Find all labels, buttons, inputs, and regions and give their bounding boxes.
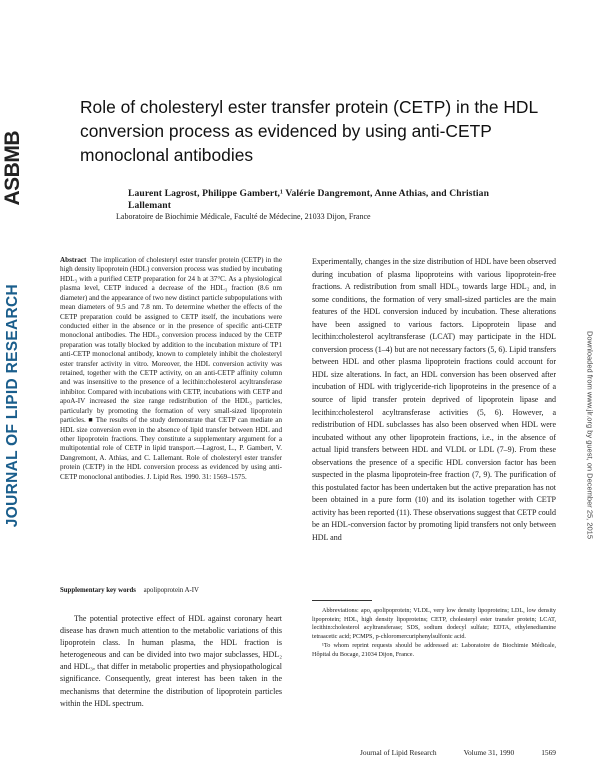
abstract-label: Abstract [60, 256, 87, 264]
article-title: Role of cholesteryl ester transfer protein (CETP) in the HDL conversion process as evidenced by using anti-CETP monoclonal antibodies [80, 97, 538, 165]
download-notice [582, 270, 598, 600]
footnote-divider [312, 600, 372, 601]
download-notice-text: Downloaded from www.jlr.org by guest, on December 25, 2015 [585, 330, 595, 540]
abstract-block [60, 256, 282, 482]
introduction-paragraph: The potential protective effect of HDL against coronary heart disease has drawn much attention to the metabolic variations of this lipoprotein class. In human plasma, the HDL fraction is heterogeneous and can be divided into two major subclasses, HDL₂ and HDL₃, that differ in metabolic properties and physiopathological significance. Consequently, great interest has been taken in the mechanisms that determine the distribution of lipoprotein particles within the HDL spectrum. [60, 614, 282, 708]
page-footer [360, 748, 556, 757]
right-column-text: Experimentally, changes in the size distribution of HDL have been observed during incubation of plasma lipoproteins with various lipoprotein-free fractions. A redistribution from small HDL₃ towards large HDL₂ and, in some conditions, the formation of very small-sized particles are the main features of the HDL conversion induced by incubation. These alterations have been assigned to various factors. Lipoprotein lipase and lecithin:cholesterol acyltransferase (LCAT) may participate in the HDL conversion process (1–4) but are not necessary factors (5, 6). Lipid transfers between HDL and other plasma lipoprotein fractions could account for HDL size alterations. In fact, an HDL conversion has been observed after incubation of HDL with triglyceride-rich lipoproteins in the presence of a source of lipid transfer protein deprived of lipoprotein lipase and lecithin:cholesterol acyltransferase activities (5, 6). However, a redistribution of HDL subclasses has also been observed when HDL were incubated without any other lipoprotein fractions, i.e., in the absence of actual lipid transfers between HDL and VLDL or LDL (7–9). From these observations the presence of a specific HDL conversion factor has been suspected in the plasma lipoprotein-free fraction (7, 9). The purification of this postulated factor has been undertaken but the active preparation has not been obtained in a pure form (10) and its isolation together with CETP activity has been reported (11). These observations suggest that CETP could be an HDL-conversion factor by promoting lipid transfers not only between HDL and [312, 257, 556, 543]
footnote-correspondence: ¹To whom reprint requests should be addressed at: Laboratoire de Biochimie Médicale, Hôpital du Bocage, 21034 Dijon, France. [312, 641, 556, 658]
asbmb-logo-text: ASBMB [1, 130, 24, 206]
affiliation: Laboratoire de Biochimie Médicale, Faculté de Médecine, 21033 Dijon, France [116, 212, 371, 221]
keywords [60, 587, 282, 594]
keywords-text: apolipoprotein A-IV [143, 587, 199, 594]
footer-journal: Journal of Lipid Research [360, 748, 437, 757]
journal-name-vertical [2, 246, 24, 566]
keywords-label: Supplementary key words [60, 587, 136, 594]
footer-volume: Volume 31, 1990 [463, 748, 515, 757]
abstract-text: The implication of cholesteryl ester transfer protein (CETP) in the high density lipoprotein (HDL) conversion process was studied by incubating HDL₃ with a purified CETP preparation for 24 h at 37°C. As a physiological plasma level, CETP induced a decrease of the HDL₃ fraction (8.6 nm diameter) and the appearance of two new distinct particle subpopulations with mean diameters of 9.5 and 7.8 nm. To determine whether the effects of the CETP preparation could be assigned to CETP itself, the incubations were conducted either in the absence or in the presence of specific anti-CETP monoclonal antibodies. The HDL₃ conversion process induced by the CETP preparation was totally blocked by addition to the incubation mixture of TP1 anti-CETP monoclonal antibody, known to completely inhibit the cholesteryl ester transfer activity in vitro. Moreover, the HDL conversion activity was retained, together with the CETP activity, on an anti-CETP affinity column and was insensitive to the presence of a lecithin:cholesterol acyltransferase inhibitor. Compared with incubations with CETP, incubations with CETP and apoA-IV increased the size range redistribution of the HDL₃ particles, particularly by promoting the formation of very small-sized lipoprotein particles. ■ The results of the study demonstrate that CETP can mediate an HDL size conversion even in the absence of lipid transfer between HDL and other lipoprotein fractions. They constitute a supplementary argument for a multipotential role of CETP in lipid transport.—Lagrost, L., P. Gambert, V. Dangremont, A. Athias, and C. Lallemant. Role of cholesteryl ester transfer protein (CETP) in the HDL conversion process as evidenced by using anti-CETP monoclonal antibodies. J. Lipid Res. 1990. 31: 1569–1575. [60, 256, 282, 481]
footnote-abbreviations: Abbreviations: apo, apolipoprotein; VLDL, very low density lipoproteins; LDL, low density lipoprotein; HDL, high density lipoproteins; CETP, cholesteryl ester transfer protein; LCAT, lecithin:cholesterol acyltransferase; SDS, sodium dodecyl sulfate; EDTA, ethylenediamine tetraacetic acid; PCMPS, p-chloromercuriphenylsulfonic acid. [312, 607, 556, 641]
journal-name-text: JOURNAL OF LIPID RESEARCH [4, 284, 21, 528]
footnotes [312, 607, 556, 659]
author-list: Laurent Lagrost, Philippe Gambert,¹ Valérie Dangremont, Anne Athias, and Christian Lallemant [128, 188, 490, 211]
asbmb-logo [2, 118, 24, 218]
footer-page-number: 1569 [541, 748, 556, 757]
right-column [312, 256, 556, 545]
